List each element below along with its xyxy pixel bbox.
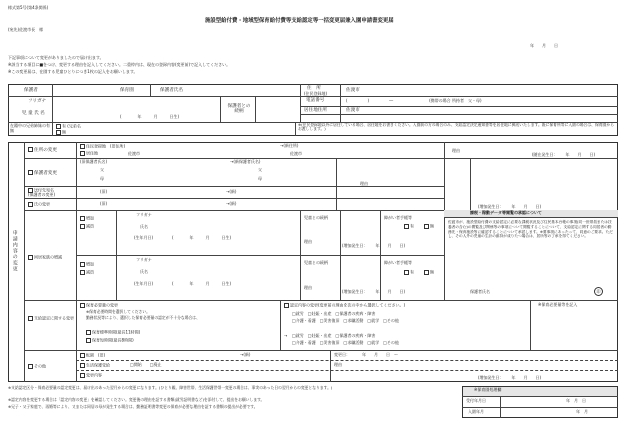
section-label: 申請内容の変更	[11, 230, 18, 272]
short-time-checkbox[interactable]	[86, 338, 91, 343]
received-date-value[interactable]: 年 月 日	[566, 398, 586, 403]
new-city: 佐渡市	[290, 151, 302, 156]
mother-new: 母	[258, 176, 262, 181]
reasons-after-row-1[interactable]: □就労 □妊娠・出産 □保護者の疾病・障害	[292, 333, 376, 338]
father-old: 父	[100, 167, 104, 172]
transfer-new: →(新)	[240, 352, 251, 357]
father-new: 父	[258, 167, 262, 172]
received-date-label: 受付年月日	[466, 398, 486, 403]
old-city: 佐渡市	[128, 151, 140, 156]
decrease-checkbox-1[interactable]	[80, 224, 85, 229]
transfer-option[interactable]: 転園 (旧)	[80, 353, 105, 358]
send-to-old: (旧)	[100, 189, 108, 194]
after-arrow: →	[284, 333, 288, 338]
household-none-1[interactable]: 無	[424, 224, 434, 229]
certification-reason[interactable]: 認定内容の変更(変更前の理由を次の中から選択してください。)	[284, 303, 405, 308]
household-none-2[interactable]: 無	[424, 270, 434, 275]
household-has-1[interactable]: 有	[404, 224, 414, 229]
other-change-date[interactable]: 変更日： 年 月 日 ～	[334, 352, 398, 357]
mother-old: 母	[100, 176, 104, 181]
admission-month-label: 入園年月	[468, 409, 484, 414]
change-content-option[interactable]: 変更内容	[80, 373, 102, 378]
siblings-yes-checkbox[interactable]	[56, 124, 61, 129]
change-content-checkbox[interactable]	[80, 373, 85, 378]
addressee: (宛先)佐渡市長 様	[8, 27, 44, 32]
household-decrease-2[interactable]: 減員	[80, 270, 94, 275]
relation-label: 保護者との続柄	[227, 104, 251, 115]
welfare-start-end[interactable]: □開始 □廃止	[130, 362, 162, 367]
household-relation-1: 児童との続柄	[304, 215, 328, 220]
intro-line-2: ※該当する項目に■をつけ、変更する理由を記入してください。二重枠内は、現在の登録内容(変更前)で記入してください。	[8, 62, 231, 67]
guardian-label: 保護者	[24, 88, 38, 93]
household-furigana-2: フリガナ	[136, 257, 152, 262]
care-amount-checkbox[interactable]	[80, 303, 85, 308]
submission-date[interactable]: 年 月 日	[530, 43, 558, 48]
registered-address-checkbox[interactable]	[80, 144, 85, 149]
intro-line-1: 下記事項について変更がありましたので届け出ます。	[8, 55, 104, 60]
household-row[interactable]: 同居家族の増減	[28, 255, 62, 260]
office-box-header: ※保育園処理欄	[474, 387, 502, 392]
siblings-no[interactable]: 無	[56, 130, 66, 135]
footer-note-1: ※支給認定区分・保育必要量の認定変更は、届け出のあった翌月からの変更になります。(ひとり親、障害世帯、生活保護世帯一変更の場合は、事実のあった日の翌月からの変更となります。)	[8, 385, 333, 390]
household-checkbox[interactable]	[28, 255, 33, 260]
phone-label: 電話番号	[306, 98, 325, 103]
certification-row[interactable]: 支給認定に関する変更	[28, 316, 74, 321]
household-decrease-1[interactable]: 減員	[80, 224, 94, 229]
siblings-note: ※(住民登録地以外に居住している場合、居住地をお書きください。入園前の方の場合のみ、支給認定決定通知書等を居住地に郵送いたします。既に保育所等に入園の場合は、保育園からお渡しします。)	[298, 122, 614, 132]
reasons-after-row-2[interactable]: □介護・看護 □災害復旧 □求職活動 □就学 □その他	[292, 340, 399, 345]
name-change-checkbox[interactable]	[28, 202, 33, 207]
household-disability-2: 障がい者手帳等	[384, 260, 412, 265]
household-has-2[interactable]: 有	[404, 270, 414, 275]
seal-icon: 印	[594, 287, 603, 296]
household-birth-label-2: (生年月日)	[134, 281, 154, 286]
workplace-label: 居住地住所	[304, 108, 327, 113]
certification-right-label: ※保育必要量等を記入	[538, 302, 578, 307]
residence-checkbox[interactable]	[80, 151, 85, 156]
old-guardian-label: (旧保護者氏名)	[80, 159, 108, 164]
furigana-label: フリガナ	[28, 99, 47, 104]
page-title: 施設型給付費・地域型保育給付費等支給認定等一括変更届兼入園申請書変更届	[205, 18, 394, 24]
address-change-option-registered[interactable]: 住民登録地 (旧住所)	[80, 144, 125, 149]
address-reason-label: 理由	[452, 148, 460, 153]
new-guardian-label: →(新保護者氏名)	[230, 159, 261, 164]
household-furigana-1: フリガナ	[136, 212, 152, 217]
send-to-new: →(新)	[226, 189, 237, 194]
other-row[interactable]: その他	[28, 364, 46, 369]
siblings-label: 在籍中の兄弟姉妹の有無	[10, 123, 50, 133]
consent-text: 佐渡市が、施設型給付費の支給認定に必要な課税状況及び住民基本台帳の事項(同一世帯員または扶養者の含む)の閲覧及び関係等の事項について閲覧することについて、支給認定に関する同居者の勤務先・保育施設等に確認することについて承認します。※要事項にあったって、同意のご要求。ただし、その人外の児童の生計の維持が成りたつ場合は、居所等の了承を得てください。	[448, 220, 613, 239]
household-reason-2: 理由	[304, 285, 312, 290]
send-to-row[interactable]: 送付先宛名	[28, 188, 54, 193]
household-none-checkbox-1[interactable]	[424, 224, 429, 229]
name-change-old: (旧)	[100, 201, 108, 206]
send-to-sub: (保護者の変更)	[28, 192, 56, 197]
child-name-label: 児 童 氏 名	[22, 111, 45, 116]
household-reason-1: 理由	[304, 239, 312, 244]
household-relation-2: 児童との続柄	[304, 260, 328, 265]
admission-month-value[interactable]: 年 月	[576, 409, 588, 414]
household-none-checkbox-2[interactable]	[424, 270, 429, 275]
standard-time[interactable]: 保育標準時間(最長11時間)	[86, 330, 140, 335]
address-change-checkbox[interactable]	[28, 147, 33, 152]
address-label: 住 所	[307, 86, 321, 91]
reasons-row-2[interactable]: □介護・看護 □災害復旧 □求職活動 □就学 □その他	[292, 318, 399, 323]
household-increase-2[interactable]: 増加	[80, 262, 94, 267]
child-birth[interactable]: ( 年 月 日生)	[120, 114, 180, 119]
workplace-value[interactable]: 佐渡市	[346, 108, 360, 113]
household-name-1: 氏名	[140, 224, 148, 229]
phone-value[interactable]: ( ) ― (携帯の場合 所持者 父・母)	[346, 98, 482, 103]
school-label: 保育園	[120, 88, 134, 93]
care-amount-change[interactable]: 保育必要量の変更	[80, 303, 118, 308]
intro-line-3: ※この変更届は、在園する児童ひとりにつき1枚の記入をお願いします。	[8, 69, 138, 74]
household-birth-2[interactable]: ( 年 月 日生)	[172, 281, 232, 286]
other-reason-label: 理由	[334, 362, 342, 367]
household-has-checkbox-1[interactable]	[404, 224, 409, 229]
standard-time-checkbox[interactable]	[86, 330, 91, 335]
care-amount-note-2: 勤務状況等により、選択した保育必要量の認定が不十分な場合は、	[86, 315, 200, 320]
name-change-row[interactable]: 氏の変更	[28, 202, 50, 207]
increase-checkbox-1[interactable]	[80, 216, 85, 221]
other-date-bottom[interactable]: (増加発生日： 年 月 日)	[478, 375, 542, 380]
address-change-row[interactable]: 住所の変更	[28, 147, 57, 153]
siblings-no-checkbox[interactable]	[56, 130, 61, 135]
care-amount-note-1: ※保育必要時間を選択してください。	[86, 309, 150, 314]
siblings-yes[interactable]: 有 (兄弟名	[56, 124, 81, 129]
household-birth-label-1: (生年月日)	[134, 235, 154, 240]
household-date-1[interactable]: (増加発生日： 年 月 日)	[342, 243, 406, 248]
consent-signer-label: 保護者氏名	[470, 289, 490, 294]
welfare-checkbox[interactable]	[80, 363, 85, 368]
address-change-option-residence[interactable]: 居住地	[80, 151, 98, 156]
guardian-change-checkbox[interactable]	[28, 170, 33, 175]
household-birth-1[interactable]: ( 年 月 日生)	[172, 235, 232, 240]
household-increase-1[interactable]: 増加	[80, 216, 94, 221]
household-disability-1: 障がい者手帳等	[384, 215, 412, 220]
household-has-checkbox-2[interactable]	[404, 270, 409, 275]
household-date-2[interactable]: (増加発生日： 年 月 日)	[342, 289, 406, 294]
welfare-option[interactable]: 生活保護受給	[80, 363, 110, 368]
certification-checkbox[interactable]	[28, 316, 33, 321]
certification-reason-checkbox[interactable]	[284, 303, 289, 308]
guardian-reason-label: 理由	[360, 181, 368, 186]
address-change-date[interactable]: (随在発生日： 年 月 日)	[532, 152, 596, 157]
address-sub-label: (住民登録地)	[304, 91, 328, 96]
guardian-name-label: 保護者氏名	[160, 88, 183, 93]
reasons-row-1[interactable]: □就労 □妊娠・出産 □保護者の疾病・障害	[292, 311, 376, 316]
household-name-2: 氏名	[140, 269, 148, 274]
consent-title-text: 課税・稼動データ等閲覧の承認について	[470, 210, 542, 215]
other-checkbox[interactable]	[28, 364, 33, 369]
guardian-change-row[interactable]: 保護者変更	[28, 170, 57, 176]
new-address-label: →(新住所)	[280, 143, 299, 148]
address-city[interactable]: 佐渡市	[346, 88, 360, 93]
short-time[interactable]: 保育短時間(最長8時間)	[86, 338, 134, 343]
transfer-checkbox[interactable]	[80, 353, 85, 358]
form-id: 様式第5号(第4条関係)	[8, 5, 49, 10]
increase-checkbox-2[interactable]	[80, 262, 85, 267]
footer-note-3: ※兄子・父子家庭で、再婚等により、又または同居の母が発生する場合は、勤務証明書等変更の保育が必要な理由を証する書類の提出が必要です。	[8, 404, 258, 409]
footer-note-2: ※認定内容を変更する場合は「認定内容の変更」を確認してください。変更後の理由を証する書類(就労証明書など)を添付して、提出をお願いします。	[8, 397, 265, 402]
name-change-new: →(新)	[226, 201, 237, 206]
name-change-date[interactable]: (増加発生日： 年 月 日)	[478, 204, 542, 209]
decrease-checkbox-2[interactable]	[80, 270, 85, 275]
